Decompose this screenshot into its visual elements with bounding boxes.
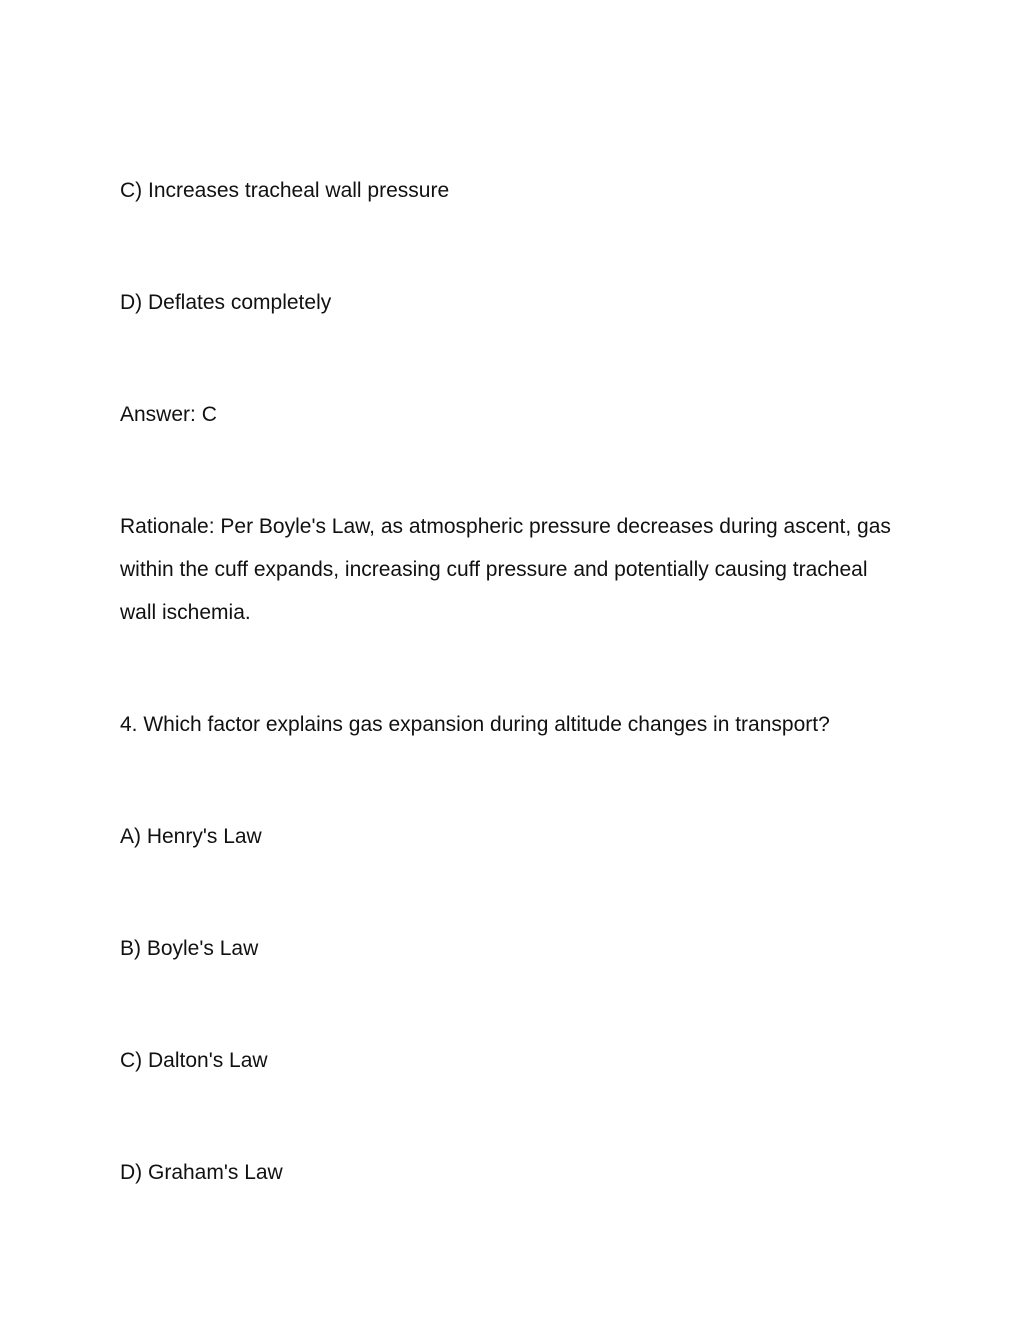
question-4-option-c: C) Dalton's Law xyxy=(120,1049,268,1072)
question-3-option-d: D) Deflates completely xyxy=(120,291,332,314)
question-4-option-b: B) Boyle's Law xyxy=(120,937,259,960)
question-4-text: 4. Which factor explains gas expansion during altitude changes in transport? xyxy=(120,713,830,736)
question-4-option-d: D) Graham's Law xyxy=(120,1161,283,1184)
question-3-answer: Answer: C xyxy=(120,403,217,426)
question-4-option-a: A) Henry's Law xyxy=(120,825,262,848)
question-3-rationale: Rationale: Per Boyle's Law, as atmospheric pressure decreases during ascent, gas within the cuff expands, increasing cuff pressure and potentially causing tracheal wall ischemia. xyxy=(120,515,891,624)
question-3-option-c: C) Increases tracheal wall pressure xyxy=(120,179,450,202)
